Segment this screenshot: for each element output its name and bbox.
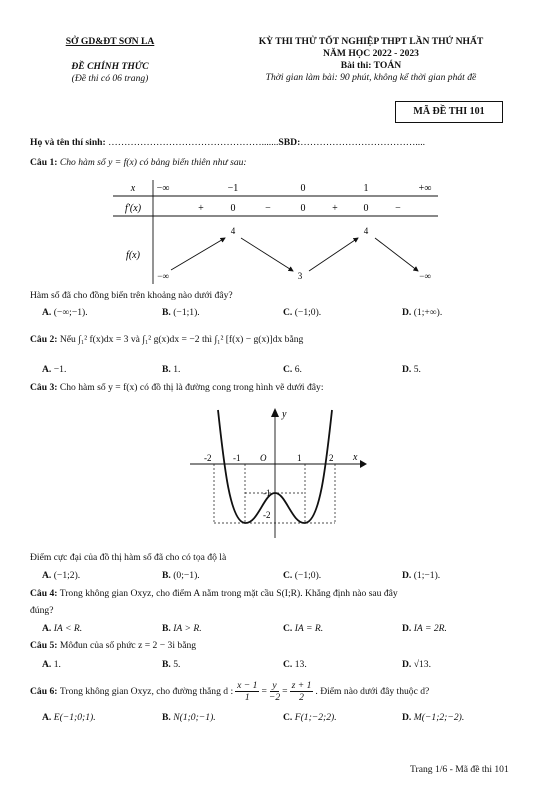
fraction-3: z + 1 2 [291, 680, 312, 703]
sbd-label: SBD: [278, 137, 301, 148]
q5-option-a[interactable]: A. 1. [42, 659, 61, 670]
sign: − [395, 203, 401, 214]
fprime-label: f′(x) [124, 203, 142, 214]
sign: 0 [363, 203, 369, 214]
fraction-2: y −2 [268, 680, 281, 703]
sign: + [198, 203, 204, 214]
question-text: Cho hàm số y = f(x) có bảng biến thiên như sau: [59, 157, 247, 168]
dept-name: SỞ GD&ĐT SƠN LA [65, 36, 155, 47]
header-left [30, 36, 190, 85]
sbd-dots: ……………………………….... [300, 137, 425, 148]
time-note: Thời gian làm bài: 90 phút, không kể thời gian phát đề [265, 72, 477, 83]
variation-table [113, 178, 438, 286]
q6-option-a[interactable]: A. E(−1;0;1). [42, 712, 96, 723]
x-value: 0 [300, 183, 306, 194]
question-6: Câu 6: Trong không gian Oxyz, cho đường thẳng d : x − 1 1 = y −2 = z + 1 2 . Điểm nào dưới đây thuộc d? [30, 680, 430, 703]
q6-option-c[interactable]: C. F(1;−2;2). [283, 712, 337, 723]
sign: 0 [230, 203, 236, 214]
q1-question: Hàm số đã cho đồng biến trên khoảng nào dưới đây? [30, 290, 233, 301]
f-value: 3 [297, 271, 303, 281]
name-label: Họ và tên thí sinh: [30, 137, 106, 148]
question-1 [30, 157, 247, 168]
q4-option-b[interactable]: B. IA > R. [162, 623, 202, 634]
x-label: x [130, 183, 136, 194]
x-axis-label: x [353, 452, 358, 463]
sign: + [332, 203, 338, 214]
question-4: Câu 4: Trong không gian Oxyz, cho điểm A nằm trong mặt cầu S(I;R). Khẳng định nào sau đây [30, 588, 398, 599]
x-tick: -1 [233, 453, 241, 463]
y-axis-label: y [282, 409, 287, 420]
q3-option-c[interactable]: C. (−1;0). [283, 570, 322, 581]
question-text: Môđun của số phức z = 2 − 3i bằng [59, 640, 197, 651]
question-text: Nếu ∫₁² f(x)dx = 3 và ∫₁² g(x)dx = −2 thì ∫₁² [f(x) − g(x)]dx bằng [59, 334, 304, 345]
question-4-cont: đúng? [30, 605, 54, 616]
question-3: Câu 3: Cho hàm số y = f(x) có đồ thị là đường cong trong hình vẽ dưới đây: [30, 382, 324, 393]
question-label: Câu 1: [30, 157, 58, 168]
question-5: Câu 5: Môđun của số phức z = 2 − 3i bằng [30, 640, 197, 651]
q3-option-d[interactable]: D. (1;−1). [402, 570, 441, 581]
q4-option-a[interactable]: A. IA < R. [42, 623, 83, 634]
q1-option-a[interactable]: A. (−∞;−1). [42, 307, 88, 318]
question-text: Trong không gian Oxyz, cho đường thẳng d : [59, 686, 234, 697]
x-value: −∞ [156, 183, 170, 194]
f-value: −∞ [157, 271, 169, 281]
header-right [206, 36, 536, 84]
arrow-up [171, 238, 225, 270]
question-text: Trong không gian Oxyz, cho điểm A nằm trong mặt cầu S(I;R). Khẳng định nào sau đây [59, 588, 398, 599]
x-tick: 2 [329, 453, 334, 463]
subject: Bài thi: TOÁN [340, 60, 402, 71]
q3-question: Điểm cực đại của đồ thị hàm số đã cho có tọa độ là [30, 552, 227, 563]
y-tick: -2 [263, 510, 271, 520]
q5-option-d[interactable]: D. √13. [402, 659, 431, 670]
arrow-down [375, 238, 418, 271]
q5-option-c[interactable]: C. 13. [283, 659, 307, 670]
school-year: NĂM HỌC 2022 - 2023 [323, 48, 419, 59]
q1-option-d[interactable]: D. (1;+∞). [402, 307, 443, 318]
exam-code-box: MÃ ĐỀ THI 101 [395, 101, 503, 123]
official-label: ĐỀ CHÍNH THỨC [71, 61, 149, 72]
function-graph [190, 405, 368, 540]
arrow-up [309, 238, 358, 271]
q3-option-b[interactable]: B. (0;−1). [162, 570, 200, 581]
student-line [30, 137, 425, 148]
sign: − [265, 203, 271, 214]
q4-option-c[interactable]: C. IA = R. [283, 623, 324, 634]
x-value: −1 [227, 183, 239, 194]
q3-option-a[interactable]: A. (−1;2). [42, 570, 81, 581]
f-value: 4 [363, 226, 369, 236]
y-tick: -1 [263, 488, 271, 498]
x-tick: 1 [297, 453, 302, 463]
q2-option-a[interactable]: A. −1. [42, 364, 67, 375]
q5-option-b[interactable]: B. 5. [162, 659, 181, 670]
pages-note: (Đề thi có 06 trang) [71, 73, 149, 84]
q2-option-d[interactable]: D. 5. [402, 364, 421, 375]
sign: 0 [300, 203, 306, 214]
name-dots: …………………………………………....... [108, 137, 279, 148]
q2-option-b[interactable]: B. 1. [162, 364, 181, 375]
exam-title: KỲ THI THỬ TỐT NGHIỆP THPT LẦN THỨ NHẤT [258, 36, 484, 47]
x-value: +∞ [418, 183, 432, 194]
x-value: 1 [363, 183, 369, 194]
f-value: −∞ [419, 271, 431, 281]
question-2: Câu 2: Nếu ∫₁² f(x)dx = 3 và ∫₁² g(x)dx = −2 thì ∫₁² [f(x) − g(x)]dx bằng [30, 334, 304, 345]
question-text: Cho hàm số y = f(x) có đồ thị là đường cong trong hình vẽ dưới đây: [59, 382, 324, 393]
x-tick: O [260, 453, 267, 463]
q6-option-b[interactable]: B. N(1;0;−1). [162, 712, 216, 723]
f-label: f(x) [126, 250, 140, 261]
q6-option-d[interactable]: D. M(−1;2;−2). [402, 712, 465, 723]
q2-option-c[interactable]: C. 6. [283, 364, 302, 375]
q1-option-c[interactable]: C. (−1;0). [283, 307, 322, 318]
q4-option-d[interactable]: D. IA = 2R. [402, 623, 447, 634]
x-tick: -2 [204, 453, 212, 463]
arrow-down [241, 238, 293, 271]
q1-option-b[interactable]: B. (−1;1). [162, 307, 200, 318]
f-value: 4 [230, 226, 236, 236]
fraction-1: x − 1 1 [237, 680, 258, 703]
page-footer: Trang 1/6 - Mã đề thi 101 [410, 764, 509, 775]
